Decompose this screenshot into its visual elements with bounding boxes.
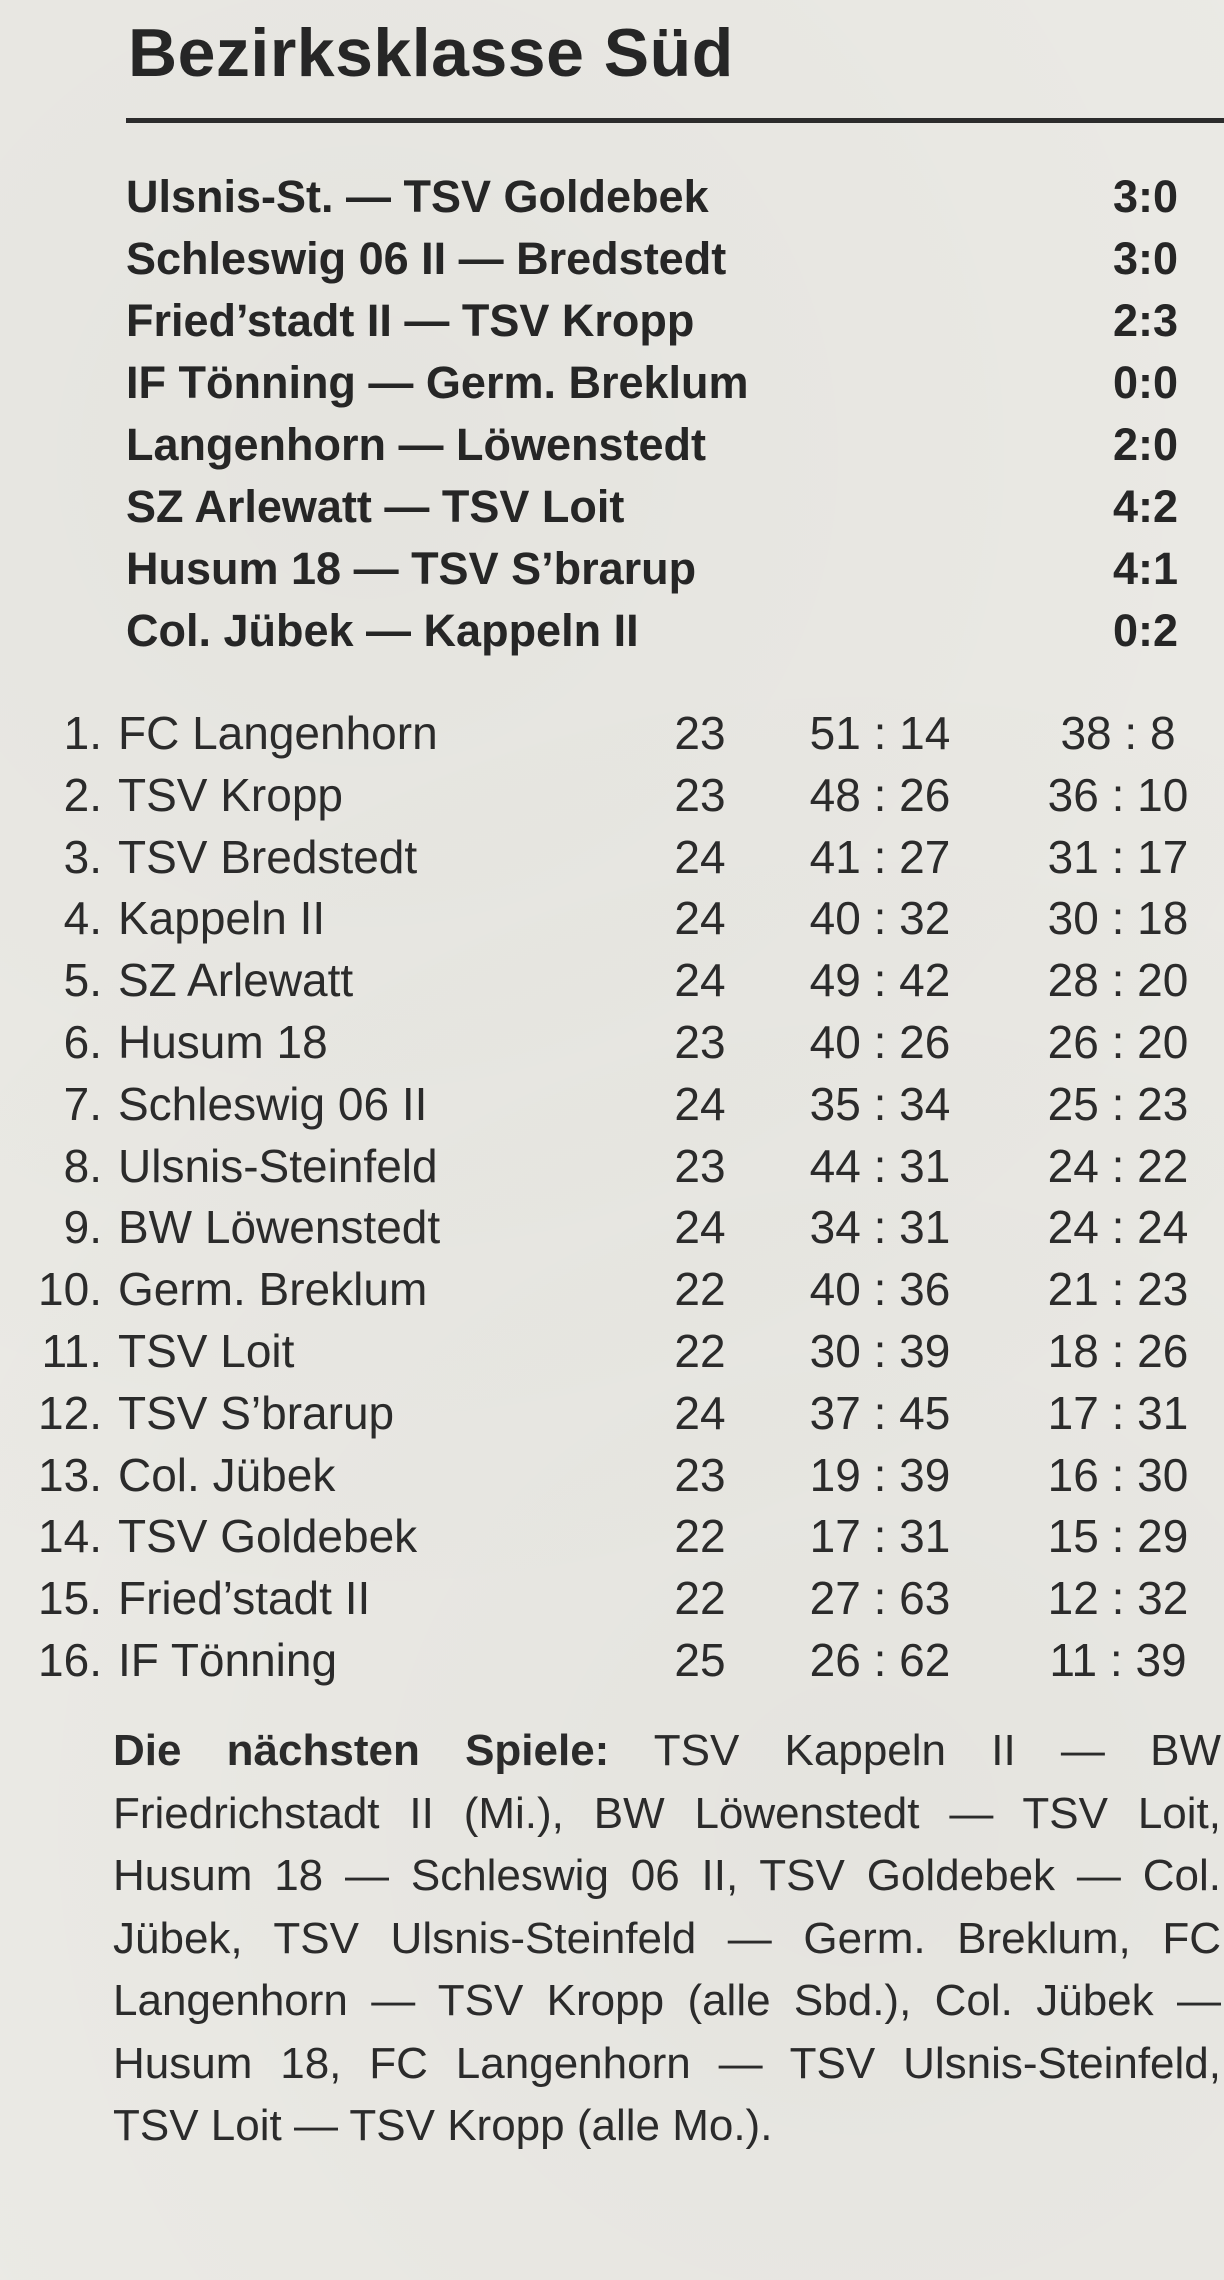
table-row (0, 1383, 1224, 1445)
standing-games: 23 (674, 707, 726, 759)
table-row (0, 1506, 1224, 1568)
standing-games: 24 (674, 1077, 726, 1130)
standing-goals: 19 : 39 (809, 1448, 951, 1501)
standing-points: 31 : 17 (1047, 830, 1189, 883)
result-score: 4:2 (1112, 481, 1178, 532)
standing-goals: 26 : 62 (809, 1633, 951, 1686)
result-match: Husum 18 — TSV S’brarup (126, 543, 697, 594)
table-row (0, 1259, 1224, 1321)
standing-rank: 3. (63, 830, 102, 883)
standing-points: 28 : 20 (1047, 954, 1189, 1007)
result-score: 2:3 (1112, 295, 1178, 346)
standing-goals: 49 : 42 (809, 954, 951, 1007)
standing-games: 22 (674, 1572, 726, 1625)
result-row (126, 476, 1178, 538)
standing-points: 25 : 23 (1047, 1077, 1189, 1130)
standing-goals: 41 : 27 (809, 830, 951, 883)
standing-team: TSV Kropp (118, 768, 343, 821)
standing-points: 30 : 18 (1047, 892, 1189, 945)
standing-points: 15 : 29 (1047, 1510, 1189, 1563)
standing-team: Kappeln II (118, 892, 326, 945)
table-row (0, 1136, 1224, 1198)
result-row (126, 228, 1178, 290)
standing-games: 22 (674, 1510, 726, 1563)
standing-team: SZ Arlewatt (118, 954, 354, 1007)
result-row (126, 352, 1178, 414)
standing-goals: 34 : 31 (809, 1201, 951, 1254)
result-match: Ulsnis-St. — TSV Goldebek (126, 171, 709, 222)
result-row (126, 166, 1178, 228)
standing-games: 24 (674, 1201, 726, 1254)
standing-points: 36 : 10 (1047, 768, 1189, 821)
standing-rank: 10. (38, 1263, 102, 1316)
standing-games: 25 (674, 1633, 726, 1686)
table-row (0, 703, 1224, 765)
standing-games: 22 (674, 1324, 726, 1377)
standing-points: 38 : 8 (1060, 707, 1176, 759)
result-match: Col. Jübek — Kappeln II (126, 605, 639, 656)
next-games-text: TSV Kappeln II — BW Friedrichstadt II (Mi.), BW Löwenstedt — TSV Loit, Husum 18 — Schleswig 06 II, TSV Goldebek — Col. Jübek, TSV Ulsnis-Steinfeld — Germ. Breklum, FC Langenhorn — TSV Kropp (alle Sbd.), Col. Jübek — Husum 18, FC Langenhorn — TSV Ulsnis-Steinfeld, TSV Loit — TSV Kropp (alle Mo.). (113, 1726, 1221, 2150)
table-row (0, 765, 1224, 827)
result-row (126, 290, 1178, 352)
standing-rank: 11. (41, 1324, 102, 1377)
next-games-paragraph (113, 1720, 1221, 2158)
standing-rank: 9. (63, 1201, 102, 1254)
standing-team: IF Tönning (118, 1633, 338, 1686)
standing-points: 11 : 39 (1049, 1633, 1187, 1686)
standing-goals: 44 : 31 (809, 1139, 951, 1192)
standing-rank: 8. (63, 1139, 102, 1192)
standing-team: Germ. Breklum (118, 1263, 428, 1316)
standing-rank: 13. (38, 1448, 102, 1501)
standing-games: 24 (674, 830, 726, 883)
standing-points: 18 : 26 (1047, 1324, 1189, 1377)
table-row (0, 1074, 1224, 1136)
standing-rank: 14. (38, 1510, 102, 1563)
result-match: Schleswig 06 II — Bredstedt (126, 233, 727, 284)
standing-goals: 37 : 45 (809, 1386, 951, 1439)
result-score: 4:1 (1112, 543, 1178, 594)
standing-games: 23 (674, 768, 726, 821)
result-score: 3:0 (1112, 233, 1178, 284)
standing-points: 21 : 23 (1047, 1263, 1189, 1316)
match-results-list (126, 166, 1178, 662)
standing-team: TSV Goldebek (118, 1510, 418, 1563)
standing-team: TSV Bredstedt (118, 830, 418, 883)
standing-rank: 2. (63, 768, 102, 821)
table-row (0, 1445, 1224, 1507)
standing-goals: 48 : 26 (809, 768, 951, 821)
standing-rank: 16. (38, 1633, 102, 1686)
result-score: 0:2 (1112, 605, 1178, 656)
standing-points: 24 : 24 (1047, 1201, 1189, 1254)
standing-rank: 4. (63, 892, 102, 945)
standing-goals: 35 : 34 (809, 1077, 951, 1130)
standing-games: 23 (674, 1448, 726, 1501)
standing-team: Col. Jübek (118, 1448, 336, 1501)
standing-points: 16 : 30 (1047, 1448, 1189, 1501)
table-row (0, 1197, 1224, 1259)
standing-goals: 30 : 39 (809, 1324, 951, 1377)
table-row (0, 1012, 1224, 1074)
standing-games: 24 (674, 892, 726, 945)
table-row (0, 1568, 1224, 1630)
result-score: 0:0 (1112, 357, 1178, 408)
standing-games: 23 (674, 1015, 726, 1068)
standing-rank: 7. (63, 1077, 102, 1130)
standing-rank: 15. (38, 1572, 102, 1625)
standing-rank: 6. (63, 1015, 102, 1068)
standing-goals: 40 : 36 (809, 1263, 951, 1316)
standing-rank: 1. (63, 707, 102, 759)
title-divider (126, 118, 1224, 123)
result-score: 2:0 (1112, 419, 1178, 470)
result-match: IF Tönning — Germ. Breklum (126, 357, 749, 408)
result-row (126, 414, 1178, 476)
standing-games: 22 (674, 1263, 726, 1316)
standing-games: 24 (674, 954, 726, 1007)
standing-team: BW Löwenstedt (118, 1201, 441, 1254)
standing-games: 24 (674, 1386, 726, 1439)
standing-games: 23 (674, 1139, 726, 1192)
standing-team: Fried’stadt II (118, 1572, 371, 1625)
standing-goals: 27 : 63 (809, 1572, 951, 1625)
table-row (0, 1321, 1224, 1383)
result-row (126, 538, 1178, 600)
standing-goals: 17 : 31 (809, 1510, 951, 1563)
standing-team: TSV Loit (118, 1324, 295, 1377)
result-match: SZ Arlewatt — TSV Loit (126, 481, 625, 532)
standing-team: Schleswig 06 II (118, 1077, 428, 1130)
table-row (0, 827, 1224, 889)
standing-team: TSV S’brarup (118, 1386, 395, 1439)
standing-points: 17 : 31 (1047, 1386, 1189, 1439)
result-score: 3:0 (1112, 171, 1178, 222)
standing-points: 26 : 20 (1047, 1015, 1189, 1068)
standing-team: FC Langenhorn (118, 707, 438, 759)
standing-points: 12 : 32 (1047, 1572, 1189, 1625)
standing-rank: 12. (38, 1386, 102, 1439)
next-games-label: Die nächsten Spiele: (113, 1726, 610, 1775)
result-match: Langenhorn — Löwenstedt (126, 419, 706, 470)
table-row (0, 950, 1224, 1012)
standing-points: 24 : 22 (1047, 1139, 1189, 1192)
result-row (126, 600, 1178, 662)
standing-team: Ulsnis-Steinfeld (118, 1139, 438, 1192)
page-title: Bezirksklasse Süd (128, 15, 734, 91)
standing-goals: 40 : 32 (809, 892, 951, 945)
table-row (0, 888, 1224, 950)
result-match: Fried’stadt II — TSV Kropp (126, 295, 695, 346)
standing-goals: 51 : 14 (809, 707, 951, 759)
standing-rank: 5. (63, 954, 102, 1007)
table-row (0, 1630, 1224, 1692)
standing-goals: 40 : 26 (809, 1015, 951, 1068)
standings-table (0, 703, 1224, 1692)
standing-team: Husum 18 (118, 1015, 328, 1068)
